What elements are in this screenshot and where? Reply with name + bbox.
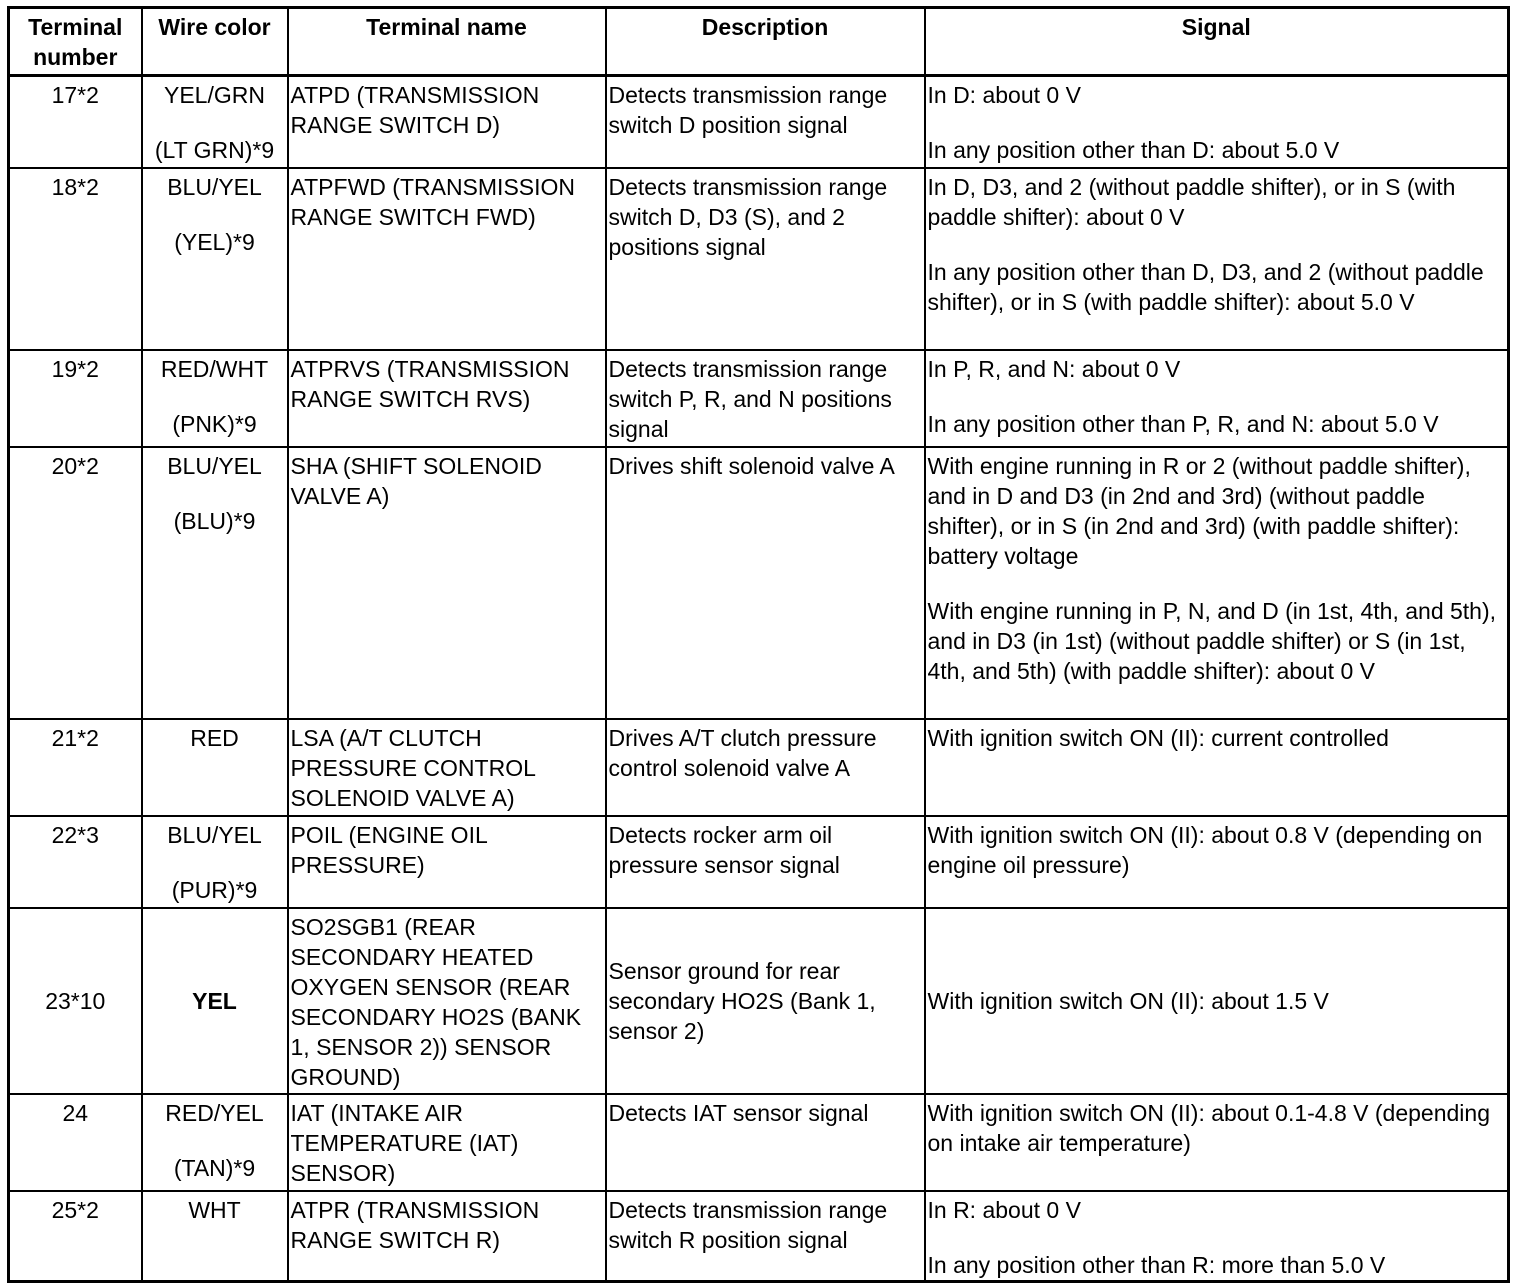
signal-line: In P, R, and N: about 0 V [927, 355, 1181, 382]
wire-color-alt: (TAN)*9 [173, 1154, 256, 1181]
wire-color-main: YEL [192, 987, 237, 1014]
header-description: Description [606, 8, 925, 76]
signal-line: With ignition switch ON (II): current controlled [927, 724, 1389, 751]
signal-line: With engine running in P, N, and D (in 1st, 4th, and 5th), and in D3 (in 1st) (without paddle shifter) or S (in 1st, 4th, and 5th) (with paddle shifter): about 0 V [927, 597, 1497, 684]
signal-line: In any position other than P, R, and N: about 5.0 V [927, 410, 1439, 437]
description: Detects IAT sensor signal [606, 1094, 925, 1191]
description: Detects transmission range switch D position signal [606, 76, 925, 168]
wire-color-main: BLU/YEL [167, 173, 262, 200]
terminal-number: 17*2 [9, 76, 142, 168]
terminal-number: 20*2 [9, 447, 142, 719]
signal [925, 908, 1509, 1094]
wire-color [142, 719, 288, 816]
signal-line: In D, D3, and 2 (without paddle shifter), or in S (with paddle shifter): about 0 V [927, 173, 1456, 230]
terminal-table-page [7, 6, 1507, 1283]
signal-line: In D: about 0 V [927, 82, 1081, 108]
wire-color [142, 350, 288, 447]
signal-line: In any position other than D: about 5.0 V [927, 137, 1340, 163]
signal-line: With ignition switch ON (II): about 0.8 V (depending on engine oil pressure) [927, 821, 1483, 878]
wire-color-alt: (YEL)*9 [174, 228, 255, 255]
signal-line: In any position other than D, D3, and 2 (without paddle shifter), or in S (with paddle shifter): about 5.0 V [927, 258, 1484, 315]
header-terminal-number: Terminal number [9, 8, 142, 76]
wire-color-alt: (LT GRN)*9 [154, 137, 275, 163]
table-row [9, 908, 1509, 1094]
wire-color-main: RED [190, 724, 239, 751]
wire-color [142, 1094, 288, 1191]
wire-color-alt: (PUR)*9 [171, 876, 258, 903]
wire-color [142, 1191, 288, 1282]
terminal-number: 18*2 [9, 168, 142, 350]
wire-color-alt: (BLU)*9 [173, 507, 256, 534]
signal [925, 447, 1509, 719]
description: Sensor ground for rear secondary HO2S (Bank 1, sensor 2) [606, 908, 925, 1094]
table-row [9, 350, 1509, 447]
wire-color-alt: (PNK)*9 [172, 410, 257, 437]
wire-color-main: YEL/GRN [164, 82, 265, 108]
terminal-name: SO2SGB1 (REAR SECONDARY HEATED OXYGEN SENSOR (REAR SECONDARY HO2S (BANK 1, SENSOR 2)) SENSOR GROUND) [288, 908, 606, 1094]
terminal-number: 25*2 [9, 1191, 142, 1282]
terminal-number: 24 [9, 1094, 142, 1191]
wire-color-main: BLU/YEL [167, 821, 262, 848]
terminal-name: IAT (INTAKE AIR TEMPERATURE (IAT) SENSOR) [288, 1094, 606, 1191]
wire-color [142, 447, 288, 719]
signal [925, 1094, 1509, 1191]
description: Detects transmission range switch P, R, and N positions signal [606, 350, 925, 447]
wire-color [142, 816, 288, 908]
terminal-name: POIL (ENGINE OIL PRESSURE) [288, 816, 606, 908]
header-row [9, 8, 1509, 76]
signal-line: With ignition switch ON (II): about 1.5 V [927, 987, 1329, 1014]
wire-color-main: RED/WHT [160, 355, 269, 382]
wire-color [142, 76, 288, 168]
signal [925, 719, 1509, 816]
description: Detects transmission range switch R position signal [606, 1191, 925, 1282]
table-row [9, 719, 1509, 816]
terminal-name: SHA (SHIFT SOLENOID VALVE A) [288, 447, 606, 719]
description: Detects transmission range switch D, D3 (S), and 2 positions signal [606, 168, 925, 350]
header-terminal-name: Terminal name [288, 8, 606, 76]
header-wire-color: Wire color [142, 8, 288, 76]
signal [925, 168, 1509, 350]
terminal-table [7, 6, 1510, 1283]
table-row [9, 447, 1509, 719]
wire-color-main: WHT [188, 1196, 241, 1223]
signal [925, 816, 1509, 908]
signal-line: In R: about 0 V [927, 1196, 1081, 1223]
table-row [9, 76, 1509, 168]
table-row [9, 1094, 1509, 1191]
terminal-name: ATPRVS (TRANSMISSION RANGE SWITCH RVS) [288, 350, 606, 447]
description: Drives A/T clutch pressure control solenoid valve A [606, 719, 925, 816]
terminal-number: 22*3 [9, 816, 142, 908]
table-row [9, 1191, 1509, 1282]
signal [925, 1191, 1509, 1282]
terminal-number: 19*2 [9, 350, 142, 447]
wire-color [142, 908, 288, 1094]
terminal-number: 23*10 [9, 908, 142, 1094]
table-row [9, 168, 1509, 350]
terminal-number: 21*2 [9, 719, 142, 816]
signal-line: With engine running in R or 2 (without paddle shifter), and in D and D3 (in 2nd and 3rd) (without paddle shifter), or in S (in 2nd and 3rd) (with paddle shifter): battery voltage [927, 452, 1471, 569]
terminal-name: ATPD (TRANSMISSION RANGE SWITCH D) [288, 76, 606, 168]
wire-color [142, 168, 288, 350]
signal [925, 76, 1509, 168]
signal-line: In any position other than R: more than 5.0 V [927, 1251, 1386, 1278]
header-signal: Signal [925, 8, 1509, 76]
wire-color-main: RED/YEL [165, 1099, 264, 1126]
terminal-name: ATPFWD (TRANSMISSION RANGE SWITCH FWD) [288, 168, 606, 350]
table-row [9, 816, 1509, 908]
terminal-name: ATPR (TRANSMISSION RANGE SWITCH R) [288, 1191, 606, 1282]
wire-color-main: BLU/YEL [167, 452, 262, 479]
signal-line: With ignition switch ON (II): about 0.1-4.8 V (depending on intake air temperature) [927, 1099, 1491, 1156]
signal [925, 350, 1509, 447]
description: Detects rocker arm oil pressure sensor signal [606, 816, 925, 908]
description: Drives shift solenoid valve A [606, 447, 925, 719]
terminal-name: LSA (A/T CLUTCH PRESSURE CONTROL SOLENOID VALVE A) [288, 719, 606, 816]
